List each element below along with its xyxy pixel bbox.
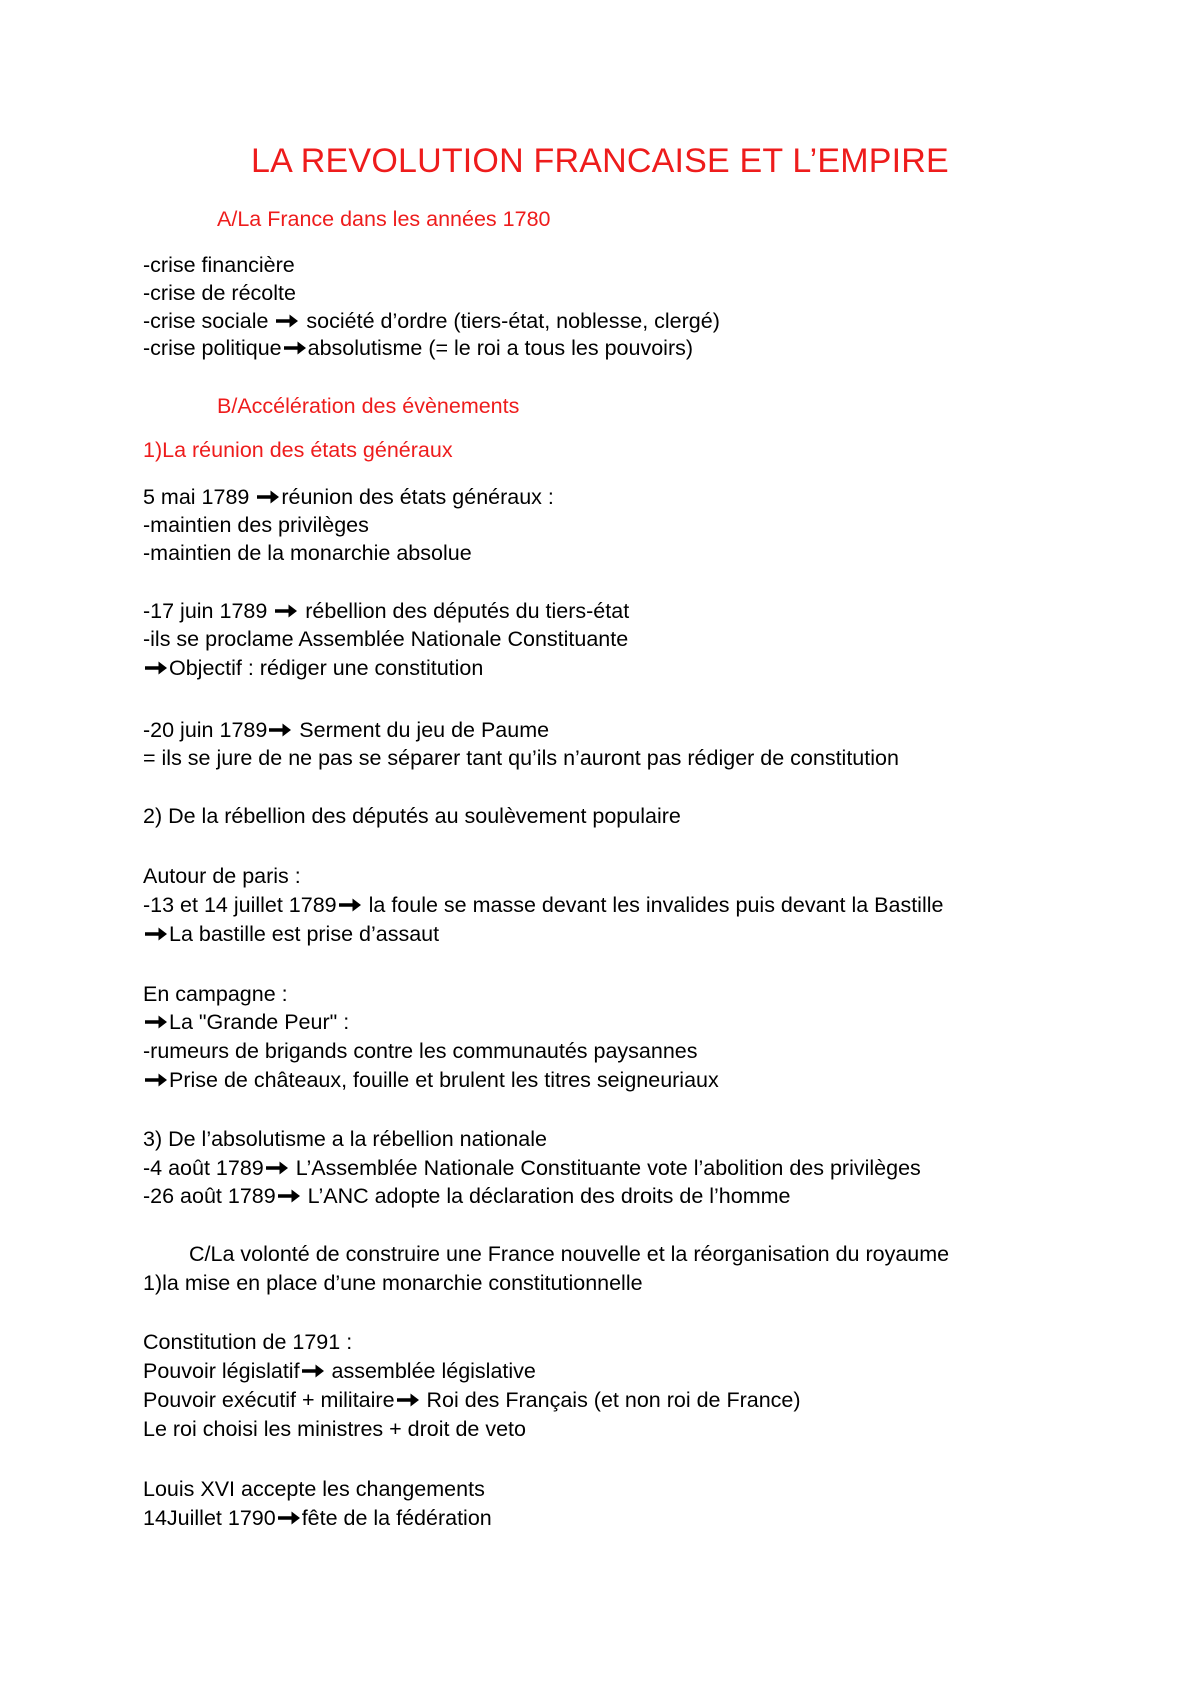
subsection-heading: 3) De l’absolutisme a la rébellion nationale xyxy=(143,1127,547,1151)
right-arrow-icon xyxy=(256,489,280,505)
text-line: -maintien de la monarchie absolue xyxy=(143,541,472,565)
document-title: LA REVOLUTION FRANCAISE ET L’EMPIRE xyxy=(251,142,949,180)
list-item: -crise de récolte xyxy=(143,281,296,305)
subsection-heading: 1)La réunion des états généraux xyxy=(143,438,453,462)
text-line: La "Grande Peur" : xyxy=(143,1008,349,1036)
right-arrow-icon xyxy=(396,1392,420,1408)
right-arrow-icon xyxy=(144,926,168,942)
right-arrow-icon xyxy=(283,340,307,356)
right-arrow-icon xyxy=(338,897,362,913)
right-arrow-icon xyxy=(268,722,292,738)
subsection-heading: 1)la mise en place d’une monarchie constitutionnelle xyxy=(143,1271,643,1295)
text-line: -maintien des privilèges xyxy=(143,513,369,537)
text-line: La bastille est prise d’assaut xyxy=(143,920,439,948)
text-line: Pouvoir exécutif + militaire Roi des Français (et non roi de France) xyxy=(143,1388,801,1412)
text-line: 5 mai 1789 réunion des états généraux : xyxy=(143,485,554,509)
text-line: Le roi choisi les ministres + droit de veto xyxy=(143,1417,526,1441)
text-line: -17 juin 1789 rébellion des députés du tiers-état xyxy=(143,599,630,623)
right-arrow-icon xyxy=(277,1188,301,1204)
text-line: -26 août 1789 L’ANC adopte la déclaration des droits de l’homme xyxy=(143,1184,791,1208)
text-line: Louis XVI accepte les changements xyxy=(143,1477,485,1501)
list-item: -crise financière xyxy=(143,253,295,277)
text-line: = ils se jure de ne pas se séparer tant qu’ils n’auront pas rédiger de constitution xyxy=(143,746,899,770)
right-arrow-icon xyxy=(301,1363,325,1379)
section-heading-b: B/Accélération des évènements xyxy=(217,394,520,418)
text-line: -20 juin 1789 Serment du jeu de Paume xyxy=(143,718,550,742)
right-arrow-icon xyxy=(265,1160,289,1176)
right-arrow-icon xyxy=(144,660,168,676)
right-arrow-icon xyxy=(144,1014,168,1030)
right-arrow-icon xyxy=(277,1510,301,1526)
text-line: En campagne : xyxy=(143,982,288,1006)
right-arrow-icon xyxy=(144,1072,168,1088)
text-line: -rumeurs de brigands contre les communautés paysannes xyxy=(143,1039,698,1063)
right-arrow-icon xyxy=(274,603,298,619)
text-line: Autour de paris : xyxy=(143,864,301,888)
text-line: Pouvoir législatif assemblée législative xyxy=(143,1359,536,1383)
text-line: -13 et 14 juillet 1789 la foule se masse devant les invalides puis devant la Bastille xyxy=(143,893,944,917)
section-heading-c: C/La volonté de construire une France nouvelle et la réorganisation du royaume xyxy=(189,1242,950,1266)
list-item: -crise politique absolutisme (= le roi a tous les pouvoirs) xyxy=(143,336,694,360)
text-line: 14Juillet 1790 fête de la fédération xyxy=(143,1506,492,1530)
text-line: Objectif : rédiger une constitution xyxy=(143,654,483,682)
right-arrow-icon xyxy=(275,313,299,329)
text-line: Constitution de 1791 : xyxy=(143,1330,353,1354)
text-line: Prise de châteaux, fouille et brulent les titres seigneuriaux xyxy=(143,1066,719,1094)
section-heading-a: A/La France dans les années 1780 xyxy=(217,207,551,231)
list-item: -crise sociale société d’ordre (tiers-état, noblesse, clergé) xyxy=(143,309,720,333)
subsection-heading: 2) De la rébellion des députés au soulèvement populaire xyxy=(143,804,681,828)
text-line: -4 août 1789 L’Assemblée Nationale Constituante vote l’abolition des privilèges xyxy=(143,1156,921,1180)
text-line: -ils se proclame Assemblée Nationale Constituante xyxy=(143,627,629,651)
